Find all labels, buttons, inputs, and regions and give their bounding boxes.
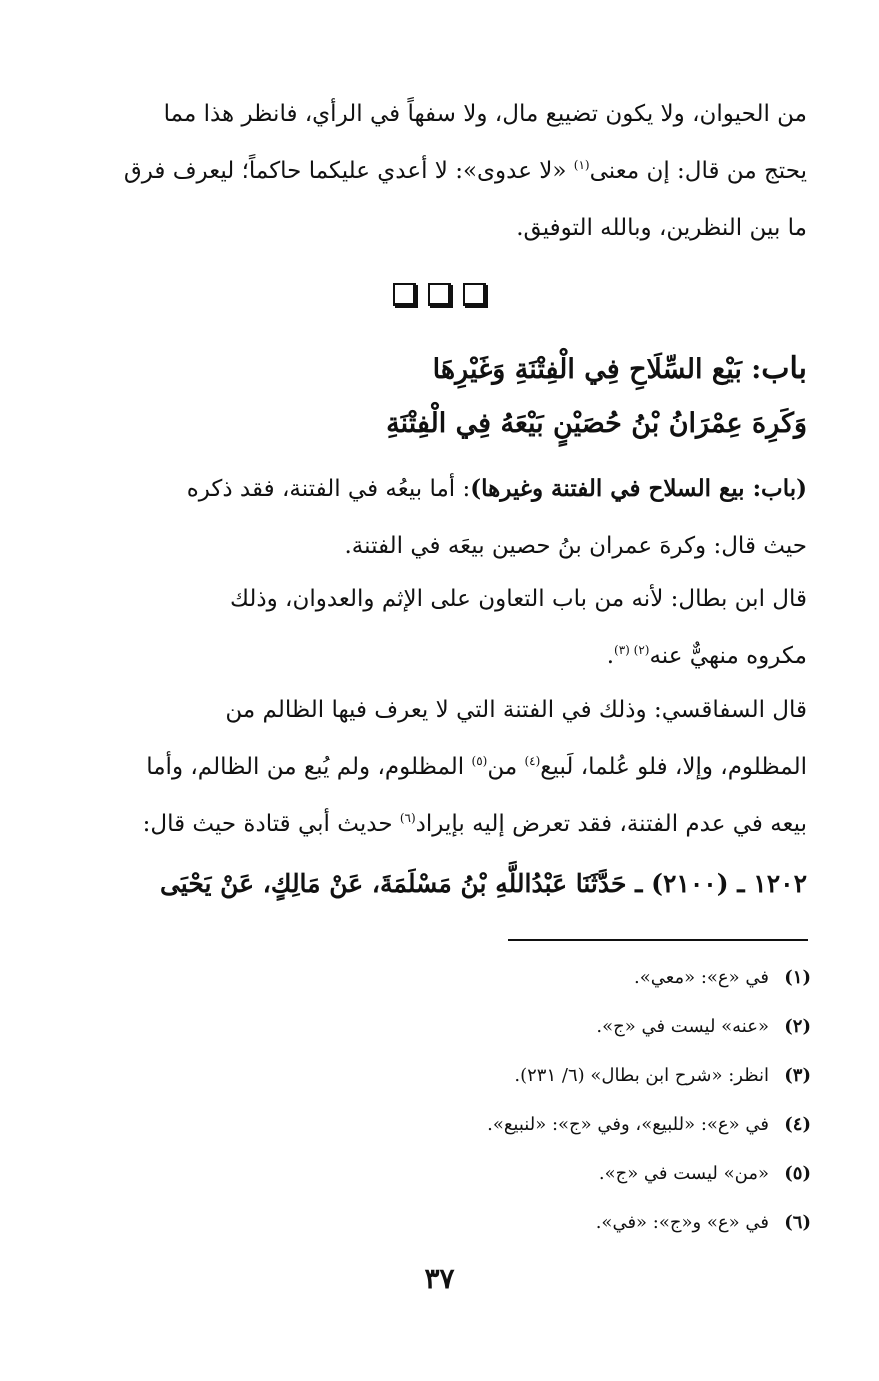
text-span: المظلوم، وإلا، فلو عُلما، لَبيع (540, 754, 807, 780)
chapter-subtitle: وَكَرِهَ عِمْرَانُ بْنُ حُصَيْنٍ بَيْعَهُ فِي الْفِتْنَةِ (386, 408, 807, 439)
footnote-number: (٤) (784, 1114, 811, 1135)
intro-paragraph (71, 86, 807, 257)
text-line (71, 628, 807, 685)
footnote-number: (٣) (784, 1065, 811, 1086)
text-line (71, 460, 807, 518)
footnote-text: في «ع»: «للبيع»، وفي «ج»: «لنبيع». (487, 1114, 769, 1135)
footnote-ref: (٤) (524, 754, 541, 768)
text-line: قال ابن بطال: لأنه من باب التعاون على الإثم والعدوان، وذلك (230, 586, 807, 612)
footnote-ref: (٥) (471, 754, 488, 768)
footnote-ref: (٦) (399, 811, 416, 825)
commentary-paragraph (71, 682, 807, 853)
text-span: مكروه منهيٌّ عنه (649, 643, 807, 669)
footnote-number: (٦) (784, 1212, 811, 1233)
text-span: . (606, 643, 614, 669)
commentary-paragraph (71, 460, 807, 575)
hadith-line (71, 855, 807, 912)
chapter-title-text: : بَيْع السِّلَاحِ فِي الْفِتْنَةِ وَغَيْرِهَا (432, 354, 762, 385)
square-ornament-icon (463, 283, 486, 306)
text-span: حديث أبي قتادة حيث قال: (142, 811, 400, 837)
footnote-ref: (٢) (٣) (614, 643, 650, 657)
footnote-ref: (١) (573, 158, 590, 172)
text-span: «لا عدوى»: لا أعدي عليكما حاكماً؛ ليعرف فرق (123, 158, 574, 184)
square-ornament-icon (428, 283, 451, 306)
page-number: ٣٧ (424, 1262, 455, 1295)
text-line: حيث قال: وكرهَ عمران بنُ حصين بيعَه في الفتنة. (344, 533, 807, 559)
chapter-heading (71, 342, 807, 451)
text-span: يحتج من قال: إن معنى (589, 158, 807, 184)
square-ornament-icon (393, 283, 416, 306)
text-line: ما بين النظرين، وبالله التوفيق. (516, 215, 807, 241)
footnote-number: (٢) (784, 1016, 811, 1037)
footnote-item (71, 1198, 811, 1247)
text-span: بيعه في عدم الفتنة، فقد تعرض إليه بإيراد (415, 811, 807, 837)
footnote-item (71, 1051, 811, 1100)
footnote-item (71, 1100, 811, 1149)
footnote-item (71, 1149, 811, 1198)
section-divider (0, 283, 879, 306)
footnote-text: في «ع» و«ج»: «في». (595, 1212, 769, 1233)
footnote-text: انظر: «شرح ابن بطال» (٦/ ٢٣١). (514, 1065, 769, 1086)
chapter-title (71, 342, 807, 397)
hadith-text: ١٢٠٢ ـ (٢١٠٠) ـ حَدَّثَنَا عَبْدُاللَّهِ بْنُ مَسْلَمَةَ، عَنْ مَالِكٍ، عَنْ يَحْيَى (159, 869, 807, 898)
text-line: من الحيوان، ولا يكون تضييع مال، ولا سفهاً في الرأي، فانظر هذا مما (163, 101, 807, 127)
commentary-paragraph (71, 571, 807, 685)
footnote-item (71, 953, 811, 1002)
text-span: المظلوم، ولم يُبع من الظالم، وأما (146, 754, 472, 780)
text-line: قال السفاقسي: وذلك في الفتنة التي لا يعرف فيها الظالم من (225, 697, 807, 723)
text-span: من (487, 754, 525, 780)
footnote-number: (٥) (784, 1163, 811, 1184)
footnotes (71, 953, 811, 1247)
chapter-label: باب (761, 351, 807, 386)
text-line (71, 796, 807, 853)
footnote-text: في «ع»: «معي». (634, 967, 769, 988)
footnote-text: «من» ليست في «ج». (598, 1163, 769, 1184)
quoted-heading: (باب: بيع السلاح في الفتنة وغيرها) (470, 475, 807, 502)
footnote-number: (١) (784, 967, 811, 988)
footnote-separator (508, 939, 808, 941)
text-span: : أما بيعُه في الفتنة، فقد ذكره (186, 476, 471, 502)
text-line (71, 739, 807, 796)
footnote-item (71, 1002, 811, 1051)
footnote-text: «عنه» ليست في «ج». (596, 1016, 769, 1037)
text-line (71, 143, 807, 200)
